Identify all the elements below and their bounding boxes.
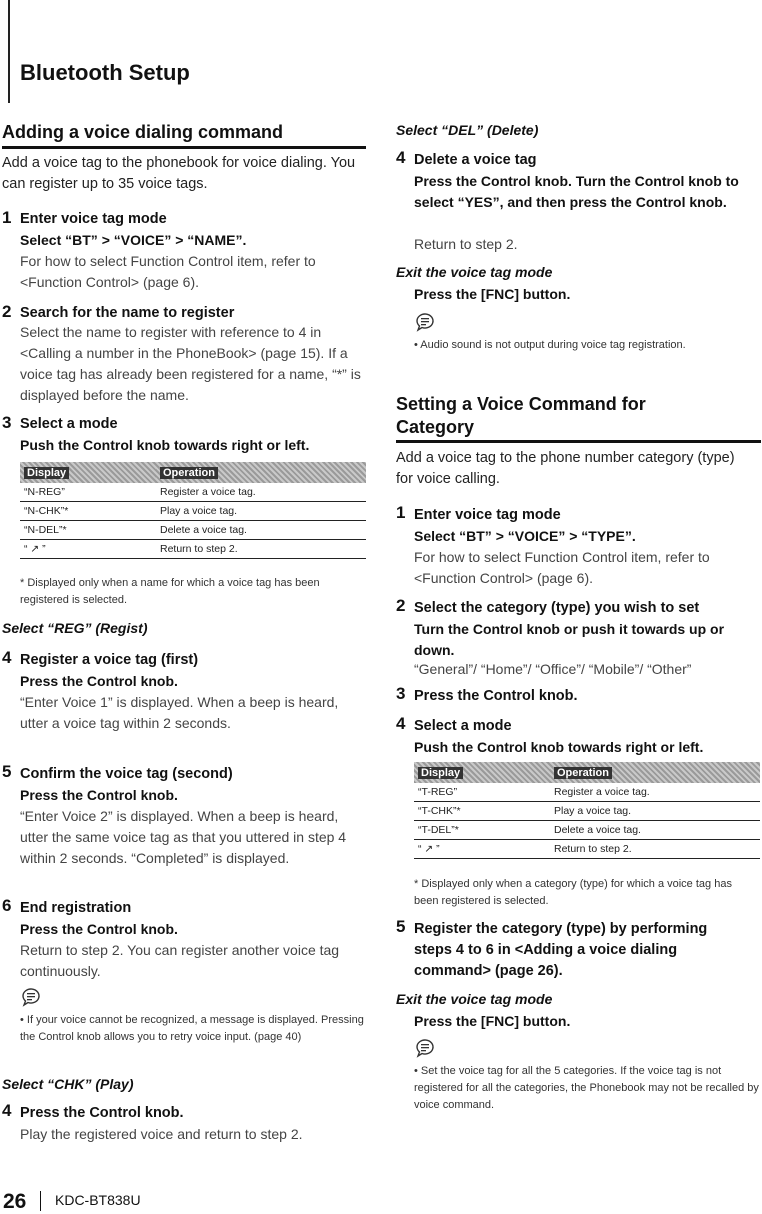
note-text: • Set the voice tag for all the 5 categories. If the voice tag is not registered for all the categories, the Phonebook may not be recalled by voice command. [414, 1065, 759, 1111]
step-title: Select a mode [20, 416, 118, 432]
step-title: Enter voice tag mode [20, 211, 167, 227]
footer-divider [40, 1191, 41, 1211]
table-row [414, 783, 760, 802]
step-text: For how to select Function Control item, refer to <Function Control> (page 6). [414, 549, 710, 586]
exit-heading: Exit the voice tag mode [396, 264, 553, 280]
table-row [20, 483, 366, 502]
step-number: 4 [396, 148, 406, 167]
table-cell: “ ↗ ” [414, 840, 550, 859]
step-title: Select the category (type) you wish to set [414, 600, 700, 616]
step-title: Register the category (type) by performing steps 4 to 6 in <Adding a voice dialing command> (page 26). [414, 921, 708, 979]
table-cell: Delete a voice tag. [550, 821, 760, 840]
column-header-operation: Operation [156, 462, 366, 483]
column-header-display: Display [20, 462, 156, 483]
step-title: Enter voice tag mode [414, 507, 561, 523]
table-cell: “N-CHK”* [20, 502, 156, 521]
note-text: • Audio sound is not output during voice tag registration. [414, 339, 686, 351]
select-chk-heading: Select “CHK” (Play) [2, 1076, 134, 1092]
step-number: 1 [2, 208, 12, 227]
step-text: “Enter Voice 1” is displayed. When a beep is heard, utter a voice tag within 2 seconds. [20, 694, 339, 731]
exit-action: Press the [FNC] button. [414, 286, 571, 302]
step-text: Select the name to register with reference to 4 in <Calling a number in the PhoneBook> (page 15). If a voice tag has already been registered for a name, “*” is displayed before the name. [20, 324, 361, 403]
section-rule [396, 440, 761, 443]
page-number: 26 [3, 1190, 27, 1213]
step-text: “General”/ “Home”/ “Office”/ “Mobile”/ “Other” [414, 661, 692, 677]
table-cell: “T-DEL”* [414, 821, 550, 840]
step-action: Push the Control knob towards right or left. [20, 437, 310, 453]
step-action: Push the Control knob towards right or left. [414, 739, 704, 755]
table-row [20, 521, 366, 540]
table-header [20, 462, 366, 483]
table-header [414, 762, 760, 783]
note-icon [414, 1036, 436, 1058]
table-cell: Register a voice tag. [156, 483, 366, 502]
step-action: Press the Control knob. [20, 787, 178, 803]
note-icon [414, 310, 436, 332]
step-action: Press the Control knob. [20, 673, 178, 689]
table-row [20, 540, 366, 559]
step-title: Search for the name to register [20, 305, 235, 321]
step-title: Select a mode [414, 718, 512, 734]
step-number: 5 [396, 917, 406, 936]
table-cell: “ ↗ ” [20, 540, 156, 559]
table-row [414, 802, 760, 821]
table-row [20, 502, 366, 521]
step-title: Press the Control knob. [414, 688, 578, 704]
step-text: Return to step 2. [414, 236, 518, 252]
step-action: Press the Control knob. [20, 921, 178, 937]
mode-table [20, 462, 366, 559]
header-vertical-bar [8, 0, 10, 103]
step-text: “Enter Voice 2” is displayed. When a beep is heard, utter the same voice tag as that you uttered in step 4 within 2 seconds. “Completed” is displayed. [20, 808, 347, 866]
step-title: Press the Control knob. [20, 1105, 184, 1121]
step-number: 4 [396, 714, 406, 733]
step-action: Turn the Control knob or push it towards up or down. [414, 621, 725, 658]
table-row [414, 821, 760, 840]
column-header-display: Display [414, 762, 550, 783]
section-rule [2, 146, 366, 149]
model-number: KDC-BT838U [55, 1192, 141, 1208]
select-reg-heading: Select “REG” (Regist) [2, 620, 148, 636]
table-footnote: * Displayed only when a category (type) for which a voice tag has been registered is selected. [414, 878, 732, 907]
intro-text: Add a voice tag to the phone number category (type) for voice calling. [396, 450, 735, 487]
table-footnote: * Displayed only when a name for which a voice tag has been registered is selected. [20, 577, 320, 606]
table-cell: “N-REG” [20, 483, 156, 502]
note-icon [20, 985, 42, 1007]
section-title-adding: Adding a voice dialing command [2, 122, 284, 142]
table-cell: “T-CHK”* [414, 802, 550, 821]
step-number: 3 [396, 684, 406, 703]
step-title: Confirm the voice tag (second) [20, 766, 233, 782]
section-title-category: Setting a Voice Command for Category [396, 394, 646, 437]
step-text: Return to step 2. You can register another voice tag continuously. [20, 942, 340, 979]
column-header-operation: Operation [550, 762, 760, 783]
step-number: 4 [2, 648, 12, 667]
table-cell: Register a voice tag. [550, 783, 760, 802]
step-number: 2 [2, 302, 12, 321]
step-text: Play the registered voice and return to step 2. [20, 1126, 303, 1142]
step-number: 3 [2, 413, 12, 432]
step-text: For how to select Function Control item, refer to <Function Control> (page 6). [20, 253, 316, 290]
intro-text: Add a voice tag to the phonebook for voice dialing. You can register up to 35 voice tags. [2, 155, 356, 192]
table-cell: Return to step 2. [156, 540, 366, 559]
step-number: 5 [2, 762, 12, 781]
select-del-heading: Select “DEL” (Delete) [396, 122, 539, 138]
table-cell: Delete a voice tag. [156, 521, 366, 540]
note-text: • If your voice cannot be recognized, a message is displayed. Pressing the Control knob allows you to retry voice input. (page 40) [20, 1014, 364, 1043]
table-row [414, 840, 760, 859]
step-number: 2 [396, 596, 406, 615]
step-number: 1 [396, 503, 406, 522]
step-action: Press the Control knob. Turn the Control knob to select “YES”, and then press the Control knob. [414, 173, 739, 210]
exit-heading: Exit the voice tag mode [396, 991, 553, 1007]
step-number: 4 [2, 1101, 12, 1120]
step-action: Select “BT” > “VOICE” > “TYPE”. [414, 528, 636, 544]
table-cell: “T-REG” [414, 783, 550, 802]
step-action: Select “BT” > “VOICE” > “NAME”. [20, 232, 247, 248]
step-title: Delete a voice tag [414, 152, 537, 168]
mode-table [414, 762, 760, 859]
table-cell: “N-DEL”* [20, 521, 156, 540]
exit-action: Press the [FNC] button. [414, 1013, 571, 1029]
step-title: Register a voice tag (first) [20, 652, 199, 668]
table-cell: Play a voice tag. [156, 502, 366, 521]
step-number: 6 [2, 896, 12, 915]
page-title: Bluetooth Setup [20, 60, 190, 85]
table-cell: Return to step 2. [550, 840, 760, 859]
table-cell: Play a voice tag. [550, 802, 760, 821]
step-title: End registration [20, 900, 132, 916]
